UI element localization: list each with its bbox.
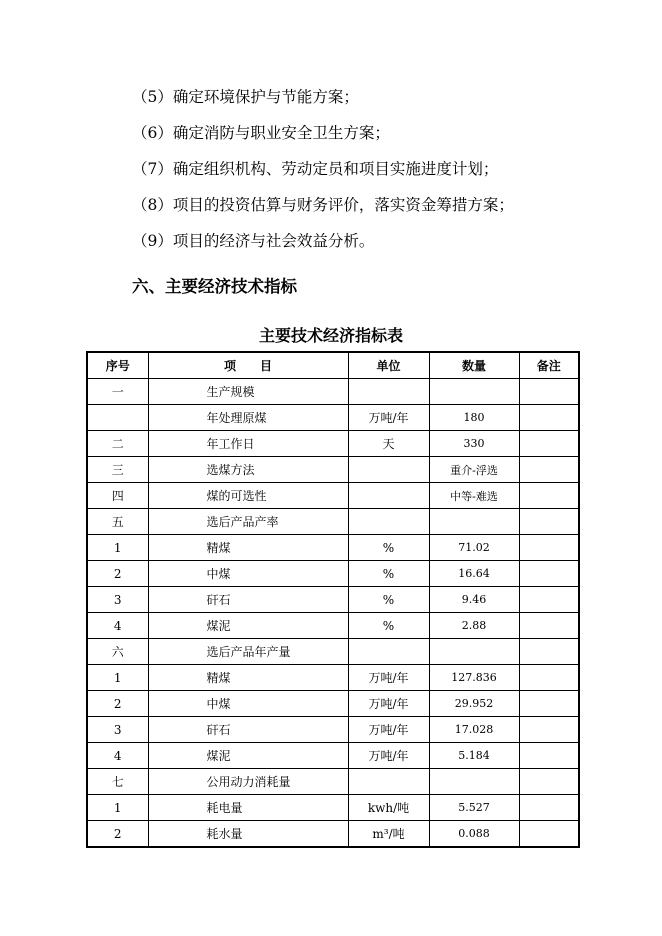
cell-seq: 2 <box>87 561 148 587</box>
header-seq: 序号 <box>87 352 148 379</box>
cell-item: 选煤方法 <box>148 457 348 483</box>
table-row <box>87 665 579 691</box>
cell-unit: 万吨/年 <box>348 717 429 743</box>
cell-note <box>519 639 579 665</box>
cell-qty: 5.184 <box>429 743 519 769</box>
cell-seq: 4 <box>87 743 148 769</box>
cell-unit <box>348 483 429 509</box>
requirements-list <box>132 86 514 266</box>
cell-item: 耗电量 <box>148 795 348 821</box>
cell-seq: 1 <box>87 665 148 691</box>
table-row <box>87 535 579 561</box>
cell-note <box>519 405 579 431</box>
table-row <box>87 717 579 743</box>
cell-note <box>519 821 579 848</box>
cell-seq: 六 <box>87 639 148 665</box>
cell-unit: % <box>348 535 429 561</box>
cell-seq <box>87 405 148 431</box>
table-row <box>87 509 579 535</box>
cell-qty <box>429 379 519 405</box>
cell-note <box>519 561 579 587</box>
cell-unit: 万吨/年 <box>348 405 429 431</box>
cell-item: 矸石 <box>148 587 348 613</box>
table-row <box>87 483 579 509</box>
cell-qty: 9.46 <box>429 587 519 613</box>
cell-unit: 万吨/年 <box>348 691 429 717</box>
cell-item: 煤泥 <box>148 613 348 639</box>
table-row <box>87 405 579 431</box>
table-row <box>87 457 579 483</box>
cell-unit: m³/吨 <box>348 821 429 848</box>
table-row <box>87 639 579 665</box>
header-unit: 单位 <box>348 352 429 379</box>
cell-unit: % <box>348 613 429 639</box>
cell-item: 年处理原煤 <box>148 405 348 431</box>
cell-unit: kwh/吨 <box>348 795 429 821</box>
cell-unit <box>348 379 429 405</box>
table-row <box>87 431 579 457</box>
indicators-table <box>86 351 580 848</box>
cell-note <box>519 743 579 769</box>
cell-item: 精煤 <box>148 665 348 691</box>
cell-seq: 一 <box>87 379 148 405</box>
cell-seq: 五 <box>87 509 148 535</box>
cell-unit: 万吨/年 <box>348 743 429 769</box>
cell-item: 中煤 <box>148 691 348 717</box>
list-item: （6）确定消防与职业安全卫生方案； <box>132 124 390 142</box>
cell-note <box>519 613 579 639</box>
list-item: （8）项目的投资估算与财务评价，落实资金筹措方案； <box>132 196 514 214</box>
cell-unit: % <box>348 561 429 587</box>
cell-qty: 2.88 <box>429 613 519 639</box>
table-row <box>87 613 579 639</box>
cell-note <box>519 509 579 535</box>
header-item: 项 目 <box>148 352 348 379</box>
cell-seq: 二 <box>87 431 148 457</box>
cell-qty <box>429 509 519 535</box>
cell-qty: 127.836 <box>429 665 519 691</box>
cell-seq: 1 <box>87 795 148 821</box>
cell-qty: 5.527 <box>429 795 519 821</box>
cell-seq: 四 <box>87 483 148 509</box>
list-item: （5）确定环境保护与节能方案； <box>132 88 359 106</box>
cell-item: 中煤 <box>148 561 348 587</box>
cell-item: 煤泥 <box>148 743 348 769</box>
cell-qty: 中等-难选 <box>429 483 519 509</box>
cell-item: 精煤 <box>148 535 348 561</box>
table-row <box>87 769 579 795</box>
cell-qty: 330 <box>429 431 519 457</box>
cell-note <box>519 587 579 613</box>
cell-qty: 180 <box>429 405 519 431</box>
cell-item: 年工作日 <box>148 431 348 457</box>
table-row <box>87 795 579 821</box>
cell-unit: 万吨/年 <box>348 665 429 691</box>
cell-item: 选后产品产率 <box>148 509 348 535</box>
cell-qty: 16.64 <box>429 561 519 587</box>
cell-seq: 2 <box>87 691 148 717</box>
cell-seq: 七 <box>87 769 148 795</box>
cell-seq: 4 <box>87 613 148 639</box>
header-qty: 数量 <box>429 352 519 379</box>
cell-note <box>519 795 579 821</box>
cell-unit <box>348 509 429 535</box>
cell-seq: 2 <box>87 821 148 848</box>
cell-item: 煤的可选性 <box>148 483 348 509</box>
cell-unit <box>348 457 429 483</box>
table-header-row <box>87 352 579 379</box>
cell-note <box>519 665 579 691</box>
table-row <box>87 561 579 587</box>
cell-qty: 71.02 <box>429 535 519 561</box>
cell-seq: 三 <box>87 457 148 483</box>
cell-note <box>519 535 579 561</box>
cell-item: 耗水量 <box>148 821 348 848</box>
table-row <box>87 743 579 769</box>
table-row <box>87 587 579 613</box>
cell-note <box>519 717 579 743</box>
cell-note <box>519 483 579 509</box>
cell-qty: 0.088 <box>429 821 519 848</box>
table-row <box>87 691 579 717</box>
cell-seq: 3 <box>87 717 148 743</box>
cell-note <box>519 457 579 483</box>
cell-note <box>519 691 579 717</box>
table-row <box>87 821 579 848</box>
cell-item: 选后产品年产量 <box>148 639 348 665</box>
list-item: （9）项目的经济与社会效益分析。 <box>132 232 375 250</box>
cell-note <box>519 769 579 795</box>
cell-seq: 1 <box>87 535 148 561</box>
cell-item: 生产规模 <box>148 379 348 405</box>
list-item: （7）确定组织机构、劳动定员和项目实施进度计划； <box>132 160 499 178</box>
cell-item: 公用动力消耗量 <box>148 769 348 795</box>
header-note: 备注 <box>519 352 579 379</box>
cell-unit <box>348 769 429 795</box>
cell-unit <box>348 639 429 665</box>
cell-qty: 重介-浮选 <box>429 457 519 483</box>
cell-qty: 29.952 <box>429 691 519 717</box>
table-title: 主要技术经济指标表 <box>258 326 403 345</box>
cell-qty: 17.028 <box>429 717 519 743</box>
cell-unit: % <box>348 587 429 613</box>
cell-seq: 3 <box>87 587 148 613</box>
cell-qty <box>429 769 519 795</box>
cell-qty <box>429 639 519 665</box>
cell-item: 矸石 <box>148 717 348 743</box>
cell-note <box>519 379 579 405</box>
cell-unit: 天 <box>348 431 429 457</box>
cell-note <box>519 431 579 457</box>
section-heading: 六、主要经济技术指标 <box>132 277 297 296</box>
table-row <box>87 379 579 405</box>
